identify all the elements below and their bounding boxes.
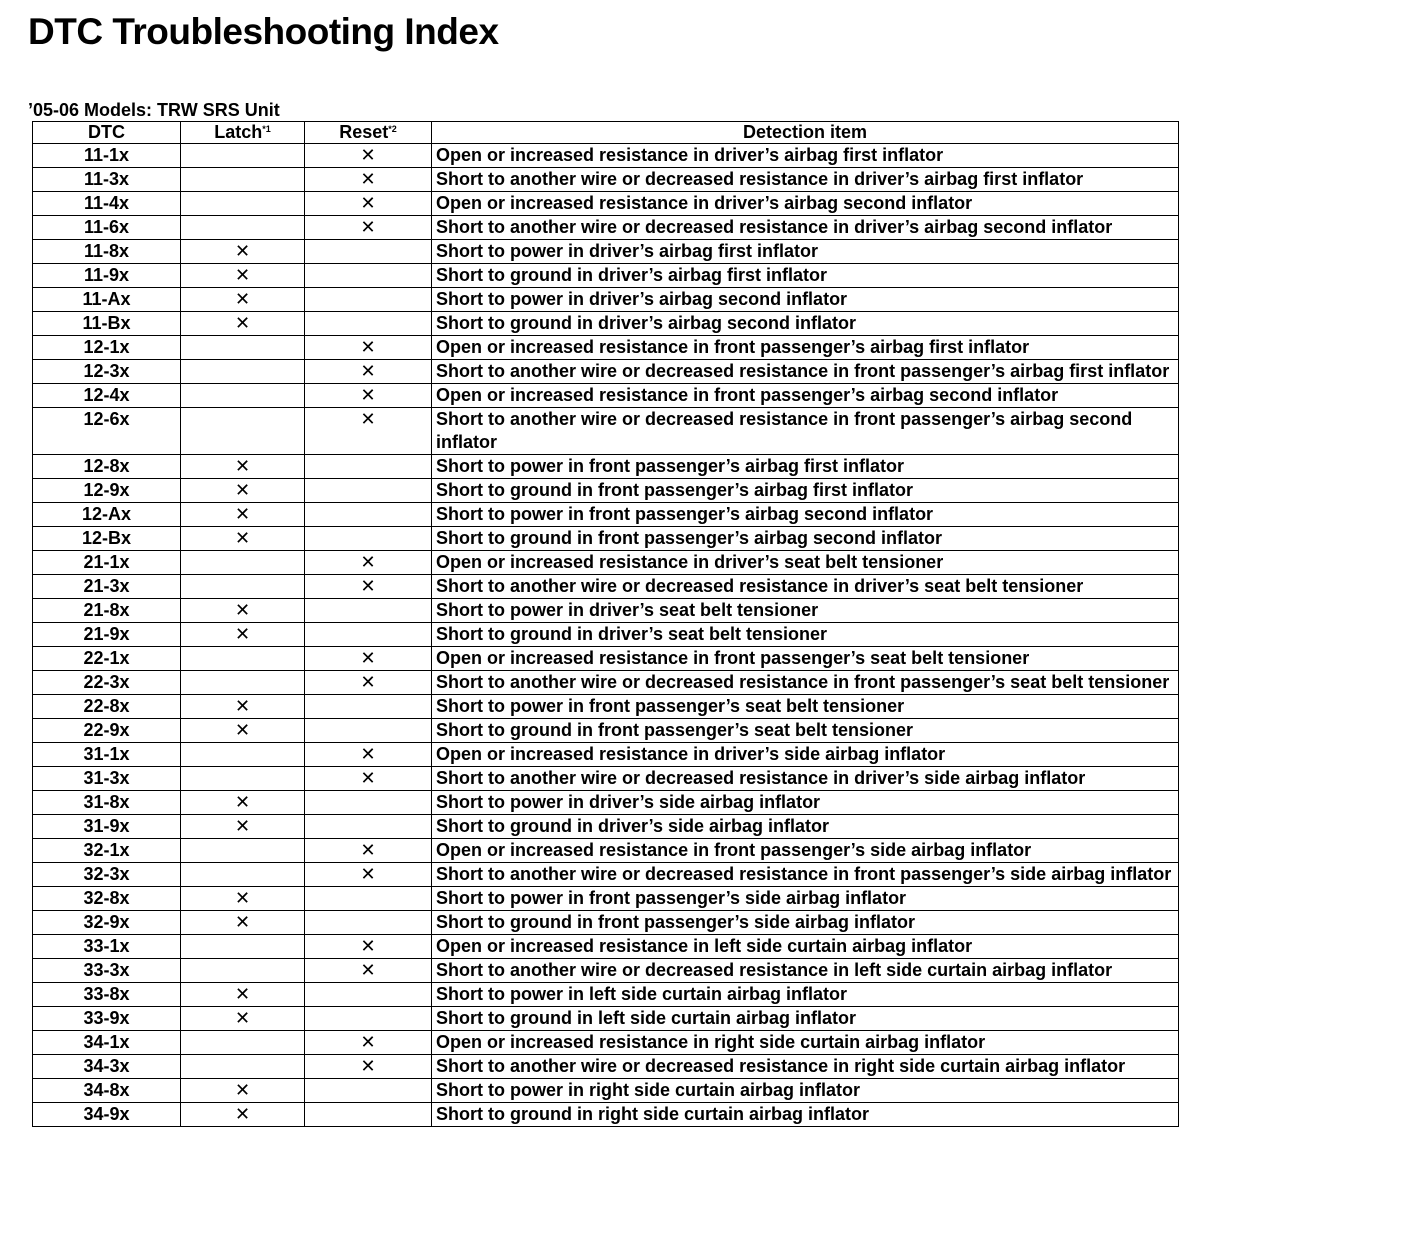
table-row <box>33 455 1179 479</box>
dtc-code: 22-8x <box>33 695 181 719</box>
dtc-code: 12-Bx <box>33 527 181 551</box>
table-row <box>33 1103 1179 1127</box>
reset-cell <box>305 360 432 384</box>
reset-cell <box>305 647 432 671</box>
reset-cell <box>305 839 432 863</box>
latch-mark-icon: ✕ <box>234 265 251 285</box>
dtc-code: 11-1x <box>33 144 181 168</box>
latch-cell <box>181 887 305 911</box>
detection-item: Short to ground in front passenger’s side airbag inflator <box>432 911 1179 935</box>
reset-mark-icon: ✕ <box>360 409 376 429</box>
dtc-code: 21-8x <box>33 599 181 623</box>
dtc-code: 34-3x <box>33 1055 181 1079</box>
latch-mark-icon: ✕ <box>234 792 251 812</box>
table-row <box>33 935 1179 959</box>
reset-mark-icon: ✕ <box>360 217 376 237</box>
reset-mark-icon: ✕ <box>360 744 376 764</box>
latch-cell <box>181 264 305 288</box>
latch-mark-icon: ✕ <box>234 241 251 261</box>
latch-cell <box>181 839 305 863</box>
reset-cell <box>305 336 432 360</box>
table-header-row <box>33 122 1179 144</box>
reset-cell <box>305 791 432 815</box>
detection-item: Short to another wire or decreased resistance in front passenger’s seat belt tensioner <box>432 671 1179 695</box>
table-row <box>33 1079 1179 1103</box>
latch-cell <box>181 791 305 815</box>
table-row <box>33 623 1179 647</box>
reset-cell <box>305 743 432 767</box>
detection-item: Open or increased resistance in front passenger’s airbag first inflator <box>432 336 1179 360</box>
table-row <box>33 144 1179 168</box>
detection-item: Open or increased resistance in front passenger’s airbag second inflator <box>432 384 1179 408</box>
reset-mark-icon: ✕ <box>360 552 376 572</box>
table-row <box>33 312 1179 336</box>
column-header-dtc <box>33 122 181 144</box>
dtc-table <box>32 121 1179 1127</box>
table-body <box>33 144 1179 1127</box>
reset-cell <box>305 767 432 791</box>
latch-cell <box>181 408 305 455</box>
detection-item: Short to power in driver’s seat belt tensioner <box>432 599 1179 623</box>
dtc-code: 12-3x <box>33 360 181 384</box>
page-title: DTC Troubleshooting Index <box>28 11 499 52</box>
latch-cell <box>181 192 305 216</box>
table-row <box>33 408 1179 455</box>
latch-cell <box>181 671 305 695</box>
reset-cell <box>305 288 432 312</box>
detection-item: Short to another wire or decreased resistance in left side curtain airbag inflator <box>432 959 1179 983</box>
table-row <box>33 719 1179 743</box>
reset-cell <box>305 1103 432 1127</box>
table-row <box>33 575 1179 599</box>
dtc-code: 31-8x <box>33 791 181 815</box>
detection-item: Open or increased resistance in driver’s airbag second inflator <box>432 192 1179 216</box>
detection-item: Open or increased resistance in left side curtain airbag inflator <box>432 935 1179 959</box>
latch-mark-icon: ✕ <box>234 888 251 908</box>
dtc-code: 22-3x <box>33 671 181 695</box>
latch-cell <box>181 815 305 839</box>
detection-item: Short to another wire or decreased resistance in driver’s seat belt tensioner <box>432 575 1179 599</box>
dtc-code: 33-8x <box>33 983 181 1007</box>
table-row <box>33 168 1179 192</box>
table-row <box>33 671 1179 695</box>
dtc-code: 33-1x <box>33 935 181 959</box>
latch-cell <box>181 719 305 743</box>
detection-item: Short to another wire or decreased resistance in front passenger’s airbag first inflator <box>432 360 1179 384</box>
detection-item: Short to another wire or decreased resistance in driver’s airbag second inflator <box>432 216 1179 240</box>
dtc-code: 12-Ax <box>33 503 181 527</box>
table-row <box>33 503 1179 527</box>
detection-item: Short to power in right side curtain airbag inflator <box>432 1079 1179 1103</box>
reset-cell <box>305 863 432 887</box>
detection-item: Open or increased resistance in front passenger’s seat belt tensioner <box>432 647 1179 671</box>
reset-cell <box>305 911 432 935</box>
dtc-code: 11-6x <box>33 216 181 240</box>
table-row <box>33 551 1179 575</box>
latch-cell <box>181 503 305 527</box>
reset-mark-icon: ✕ <box>360 840 376 860</box>
table-row <box>33 695 1179 719</box>
latch-cell <box>181 1055 305 1079</box>
reset-cell <box>305 599 432 623</box>
dtc-code: 12-1x <box>33 336 181 360</box>
detection-item: Short to power in front passenger’s airbag second inflator <box>432 503 1179 527</box>
detection-item: Short to ground in driver’s side airbag inflator <box>432 815 1179 839</box>
reset-mark-icon: ✕ <box>360 672 376 692</box>
latch-cell <box>181 240 305 264</box>
reset-mark-icon: ✕ <box>360 576 376 596</box>
reset-mark-icon: ✕ <box>360 337 376 357</box>
column-header-latch-label: Latch <box>214 122 263 142</box>
table-row <box>33 264 1179 288</box>
reset-cell <box>305 983 432 1007</box>
latch-cell <box>181 599 305 623</box>
table-row <box>33 983 1179 1007</box>
detection-item: Open or increased resistance in front passenger’s side airbag inflator <box>432 839 1179 863</box>
dtc-code: 21-3x <box>33 575 181 599</box>
dtc-code: 21-1x <box>33 551 181 575</box>
table-row <box>33 791 1179 815</box>
detection-item: Short to ground in driver’s airbag first inflator <box>432 264 1179 288</box>
table-row <box>33 959 1179 983</box>
latch-footnote-ref: *1 <box>262 124 271 134</box>
reset-cell <box>305 575 432 599</box>
dtc-code: 34-8x <box>33 1079 181 1103</box>
reset-cell <box>305 959 432 983</box>
latch-mark-icon: ✕ <box>234 624 251 644</box>
table-row <box>33 887 1179 911</box>
detection-item: Open or increased resistance in driver’s airbag first inflator <box>432 144 1179 168</box>
table-row <box>33 647 1179 671</box>
dtc-code: 22-1x <box>33 647 181 671</box>
latch-cell <box>181 312 305 336</box>
latch-cell <box>181 575 305 599</box>
detection-item: Short to ground in front passenger’s seat belt tensioner <box>432 719 1179 743</box>
dtc-code: 32-9x <box>33 911 181 935</box>
reset-cell <box>305 527 432 551</box>
reset-mark-icon: ✕ <box>360 936 376 956</box>
reset-mark-icon: ✕ <box>360 145 376 165</box>
latch-mark-icon: ✕ <box>234 696 251 716</box>
latch-cell <box>181 695 305 719</box>
reset-mark-icon: ✕ <box>360 864 376 884</box>
reset-mark-icon: ✕ <box>360 385 376 405</box>
latch-mark-icon: ✕ <box>234 1080 251 1100</box>
dtc-code: 31-3x <box>33 767 181 791</box>
latch-mark-icon: ✕ <box>234 480 251 500</box>
detection-item: Short to another wire or decreased resistance in driver’s side airbag inflator <box>432 767 1179 791</box>
detection-item: Short to power in driver’s airbag second inflator <box>432 288 1179 312</box>
dtc-code: 12-4x <box>33 384 181 408</box>
latch-mark-icon: ✕ <box>234 1104 251 1124</box>
reset-cell <box>305 168 432 192</box>
detection-item: Short to power in front passenger’s seat belt tensioner <box>432 695 1179 719</box>
table-row <box>33 1055 1179 1079</box>
detection-item: Short to another wire or decreased resistance in right side curtain airbag inflator <box>432 1055 1179 1079</box>
reset-cell <box>305 1031 432 1055</box>
detection-item: Short to power in driver’s airbag first inflator <box>432 240 1179 264</box>
table-row <box>33 599 1179 623</box>
latch-cell <box>181 336 305 360</box>
latch-cell <box>181 1031 305 1055</box>
latch-cell <box>181 959 305 983</box>
latch-cell <box>181 168 305 192</box>
latch-mark-icon: ✕ <box>234 600 251 620</box>
latch-mark-icon: ✕ <box>234 816 251 836</box>
reset-cell <box>305 192 432 216</box>
latch-cell <box>181 983 305 1007</box>
column-header-reset <box>305 122 432 144</box>
detection-item: Short to another wire or decreased resistance in driver’s airbag first inflator <box>432 168 1179 192</box>
latch-cell <box>181 647 305 671</box>
table-row <box>33 360 1179 384</box>
reset-mark-icon: ✕ <box>360 960 376 980</box>
detection-item: Short to power in driver’s side airbag inflator <box>432 791 1179 815</box>
reset-mark-icon: ✕ <box>360 361 376 381</box>
detection-item: Short to ground in front passenger’s airbag second inflator <box>432 527 1179 551</box>
latch-cell <box>181 623 305 647</box>
dtc-code: 11-3x <box>33 168 181 192</box>
detection-item: Open or increased resistance in driver’s side airbag inflator <box>432 743 1179 767</box>
latch-cell <box>181 743 305 767</box>
latch-cell <box>181 1079 305 1103</box>
latch-cell <box>181 384 305 408</box>
reset-cell <box>305 264 432 288</box>
latch-mark-icon: ✕ <box>234 1008 251 1028</box>
reset-cell <box>305 240 432 264</box>
dtc-code: 11-8x <box>33 240 181 264</box>
latch-cell <box>181 479 305 503</box>
dtc-code: 12-6x <box>33 408 181 455</box>
detection-item: Short to another wire or decreased resistance in front passenger’s side airbag inflator <box>432 863 1179 887</box>
reset-cell <box>305 408 432 455</box>
table-row <box>33 767 1179 791</box>
latch-cell <box>181 1103 305 1127</box>
dtc-code: 32-3x <box>33 863 181 887</box>
table-row <box>33 911 1179 935</box>
latch-mark-icon: ✕ <box>234 528 251 548</box>
latch-cell <box>181 288 305 312</box>
reset-cell <box>305 935 432 959</box>
table-caption: ’05-06 Models: TRW SRS Unit <box>28 100 280 120</box>
detection-item: Short to another wire or decreased resistance in front passenger’s airbag second inflator <box>432 408 1179 455</box>
table-row <box>33 527 1179 551</box>
dtc-code: 12-9x <box>33 479 181 503</box>
dtc-code: 33-9x <box>33 1007 181 1031</box>
column-header-latch <box>181 122 305 144</box>
dtc-code: 11-Ax <box>33 288 181 312</box>
detection-item: Short to power in left side curtain airbag inflator <box>432 983 1179 1007</box>
reset-mark-icon: ✕ <box>360 1032 376 1052</box>
reset-mark-icon: ✕ <box>360 193 376 213</box>
latch-mark-icon: ✕ <box>234 456 251 476</box>
dtc-code: 32-8x <box>33 887 181 911</box>
latch-cell <box>181 360 305 384</box>
reset-cell <box>305 144 432 168</box>
reset-cell <box>305 551 432 575</box>
latch-mark-icon: ✕ <box>234 720 251 740</box>
reset-cell <box>305 1007 432 1031</box>
detection-item: Short to power in front passenger’s airbag first inflator <box>432 455 1179 479</box>
latch-cell <box>181 455 305 479</box>
dtc-code: 12-8x <box>33 455 181 479</box>
latch-cell <box>181 935 305 959</box>
reset-cell <box>305 479 432 503</box>
reset-cell <box>305 695 432 719</box>
reset-footnote-ref: *2 <box>388 124 397 134</box>
reset-mark-icon: ✕ <box>360 169 376 189</box>
reset-cell <box>305 623 432 647</box>
dtc-code: 31-1x <box>33 743 181 767</box>
table-row <box>33 336 1179 360</box>
column-header-detection-item <box>432 122 1179 144</box>
reset-cell <box>305 887 432 911</box>
dtc-code: 34-1x <box>33 1031 181 1055</box>
latch-mark-icon: ✕ <box>234 313 251 333</box>
table-row <box>33 815 1179 839</box>
latch-mark-icon: ✕ <box>234 289 251 309</box>
dtc-code: 11-4x <box>33 192 181 216</box>
table-row <box>33 240 1179 264</box>
reset-mark-icon: ✕ <box>360 1056 376 1076</box>
column-header-dtc-label: DTC <box>88 122 125 142</box>
reset-cell <box>305 671 432 695</box>
detection-item: Open or increased resistance in right side curtain airbag inflator <box>432 1031 1179 1055</box>
detection-item: Short to power in front passenger’s side airbag inflator <box>432 887 1179 911</box>
detection-item: Open or increased resistance in driver’s seat belt tensioner <box>432 551 1179 575</box>
table-row <box>33 192 1179 216</box>
latch-cell <box>181 767 305 791</box>
detection-item: Short to ground in front passenger’s airbag first inflator <box>432 479 1179 503</box>
reset-cell <box>305 455 432 479</box>
detection-item: Short to ground in driver’s seat belt tensioner <box>432 623 1179 647</box>
reset-mark-icon: ✕ <box>360 648 376 668</box>
table-row <box>33 743 1179 767</box>
dtc-code: 32-1x <box>33 839 181 863</box>
reset-cell <box>305 719 432 743</box>
latch-cell <box>181 1007 305 1031</box>
reset-cell <box>305 815 432 839</box>
table-row <box>33 288 1179 312</box>
table-row <box>33 479 1179 503</box>
dtc-code: 22-9x <box>33 719 181 743</box>
table-row <box>33 839 1179 863</box>
detection-item: Short to ground in driver’s airbag second inflator <box>432 312 1179 336</box>
reset-cell <box>305 216 432 240</box>
reset-cell <box>305 1079 432 1103</box>
detection-item: Short to ground in right side curtain airbag inflator <box>432 1103 1179 1127</box>
dtc-code: 11-9x <box>33 264 181 288</box>
column-header-detection-item-label: Detection item <box>742 122 868 142</box>
dtc-code: 34-9x <box>33 1103 181 1127</box>
dtc-code: 31-9x <box>33 815 181 839</box>
latch-cell <box>181 144 305 168</box>
latch-cell <box>181 527 305 551</box>
table-row <box>33 384 1179 408</box>
latch-cell <box>181 216 305 240</box>
dtc-code: 21-9x <box>33 623 181 647</box>
latch-mark-icon: ✕ <box>234 504 251 524</box>
column-header-reset-label: Reset <box>339 122 389 142</box>
dtc-code: 33-3x <box>33 959 181 983</box>
latch-cell <box>181 551 305 575</box>
table-row <box>33 1031 1179 1055</box>
reset-cell <box>305 1055 432 1079</box>
latch-mark-icon: ✕ <box>234 984 251 1004</box>
reset-cell <box>305 312 432 336</box>
reset-cell <box>305 503 432 527</box>
table-row <box>33 216 1179 240</box>
reset-cell <box>305 384 432 408</box>
latch-cell <box>181 911 305 935</box>
detection-item: Short to ground in left side curtain airbag inflator <box>432 1007 1179 1031</box>
table-row <box>33 863 1179 887</box>
table-row <box>33 1007 1179 1031</box>
dtc-code: 11-Bx <box>33 312 181 336</box>
reset-mark-icon: ✕ <box>360 768 376 788</box>
latch-cell <box>181 863 305 887</box>
latch-mark-icon: ✕ <box>234 912 251 932</box>
